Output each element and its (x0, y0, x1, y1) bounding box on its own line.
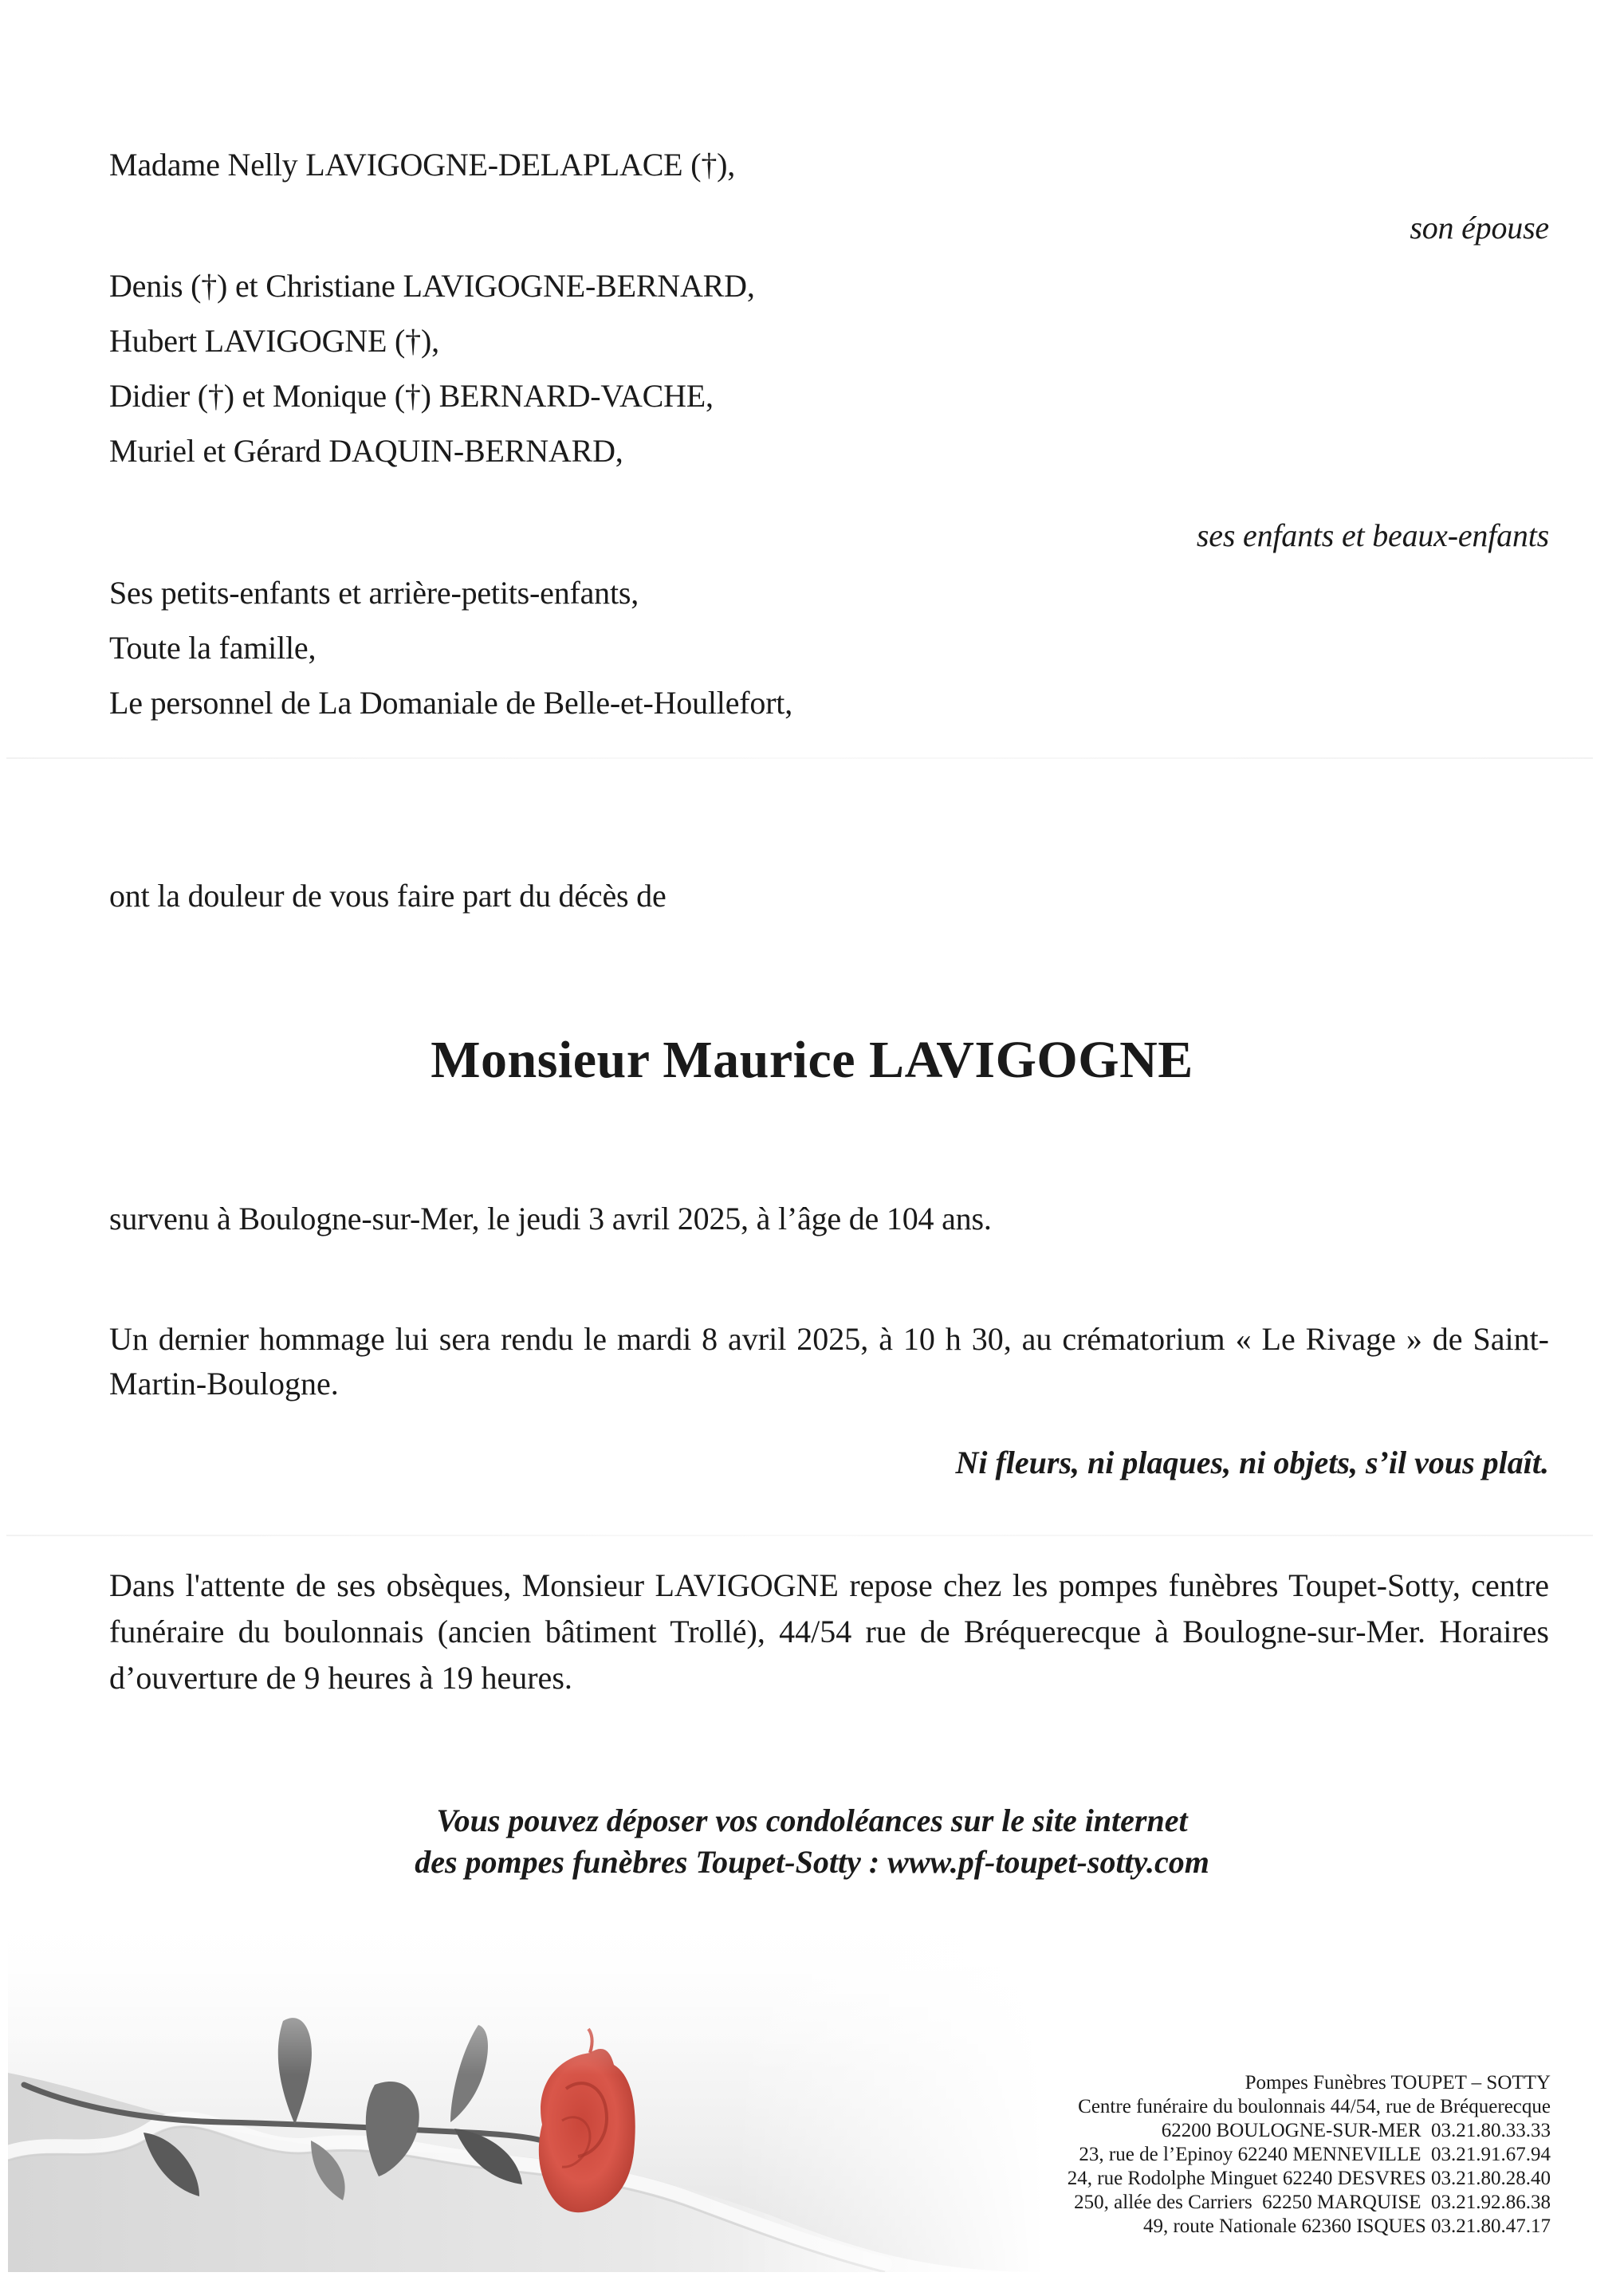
address-line: Centre funéraire du boulonnais 44/54, rue de Bréquerecque (1078, 2096, 1551, 2117)
funeral-home-contact (1068, 2071, 1551, 2239)
address-line: 23, rue de l’Epinoy 62240 MENNEVILLE 03.21.91.67.94 (1079, 2144, 1551, 2165)
death-details: survenu à Boulogne-sur-Mer, le jeudi 3 avril 2025, à l’âge de 104 ans. (109, 1201, 992, 1236)
condolences-website-line: des pompes funèbres Toupet-Sotty : www.pf-toupet-sotty.com (415, 1844, 1209, 1880)
family-entry: Toute la famille, (109, 630, 317, 666)
ceremony-details: Un dernier hommage lui sera rendu le mardi 8 avril 2025, à 10 h 30, au crématorium « Le Rivage » de Saint-Martin-Boulogne. (109, 1321, 1549, 1402)
condolences-line: Vous pouvez déposer vos condoléances sur le site internet (436, 1803, 1188, 1838)
spouse-role: son épouse (1410, 210, 1549, 246)
child-entry: Hubert LAVIGOGNE (†), (109, 323, 439, 359)
child-entry: Muriel et Gérard DAQUIN-BERNARD, (109, 433, 623, 469)
no-flowers-request: Ni fleurs, ni plaques, ni objets, s’il vous plaît. (955, 1445, 1549, 1480)
family-entry: Ses petits-enfants et arrière-petits-enfants, (109, 575, 639, 611)
address-line: 24, rue Rodolphe Minguet 62240 DESVRES 03.21.80.28.40 (1067, 2168, 1551, 2189)
address-line: 250, allée des Carriers 62250 MARQUISE 03.21.92.86.38 (1074, 2192, 1551, 2213)
address-line: 62200 BOULOGNE-SUR-MER 03.21.80.33.33 (1161, 2120, 1551, 2141)
child-entry: Denis (†) et Christiane LAVIGOGNE-BERNARD, (109, 268, 755, 304)
spouse-name: Madame Nelly LAVIGOGNE-DELAPLACE (†), (109, 147, 736, 183)
children-role: ses enfants et beaux-enfants (1196, 517, 1549, 553)
deceased-name: Monsieur Maurice LAVIGOGNE (431, 1031, 1193, 1089)
repose-details: Dans l'attente de ses obsèques, Monsieur LAVIGOGNE repose chez les pompes funèbres Toupet-Sotty, centre funéraire du boulonnais (ancien bâtiment Trollé), 44/54 rue de Bréquerecque à Boulogne-sur-Mer. Horaires d’ouverture de 9 heures à 19 heures. (109, 1567, 1549, 1696)
condolences-notice (0, 1800, 1624, 1883)
rose-on-beach-image (8, 1913, 1044, 2272)
child-entry: Didier (†) et Monique (†) BERNARD-VACHE, (109, 378, 714, 414)
scan-artifact-line (6, 757, 1593, 759)
funeral-home-name: Pompes Funèbres TOUPET – SOTTY (1245, 2072, 1551, 2094)
announcement-intro: ont la douleur de vous faire part du décès de (109, 878, 667, 914)
address-line: 49, route Nationale 62360 ISQUES 03.21.80.47.17 (1142, 2215, 1551, 2237)
family-entry: Le personnel de La Domaniale de Belle-et-Houllefort, (109, 685, 793, 721)
scan-artifact-line (6, 1535, 1593, 1536)
